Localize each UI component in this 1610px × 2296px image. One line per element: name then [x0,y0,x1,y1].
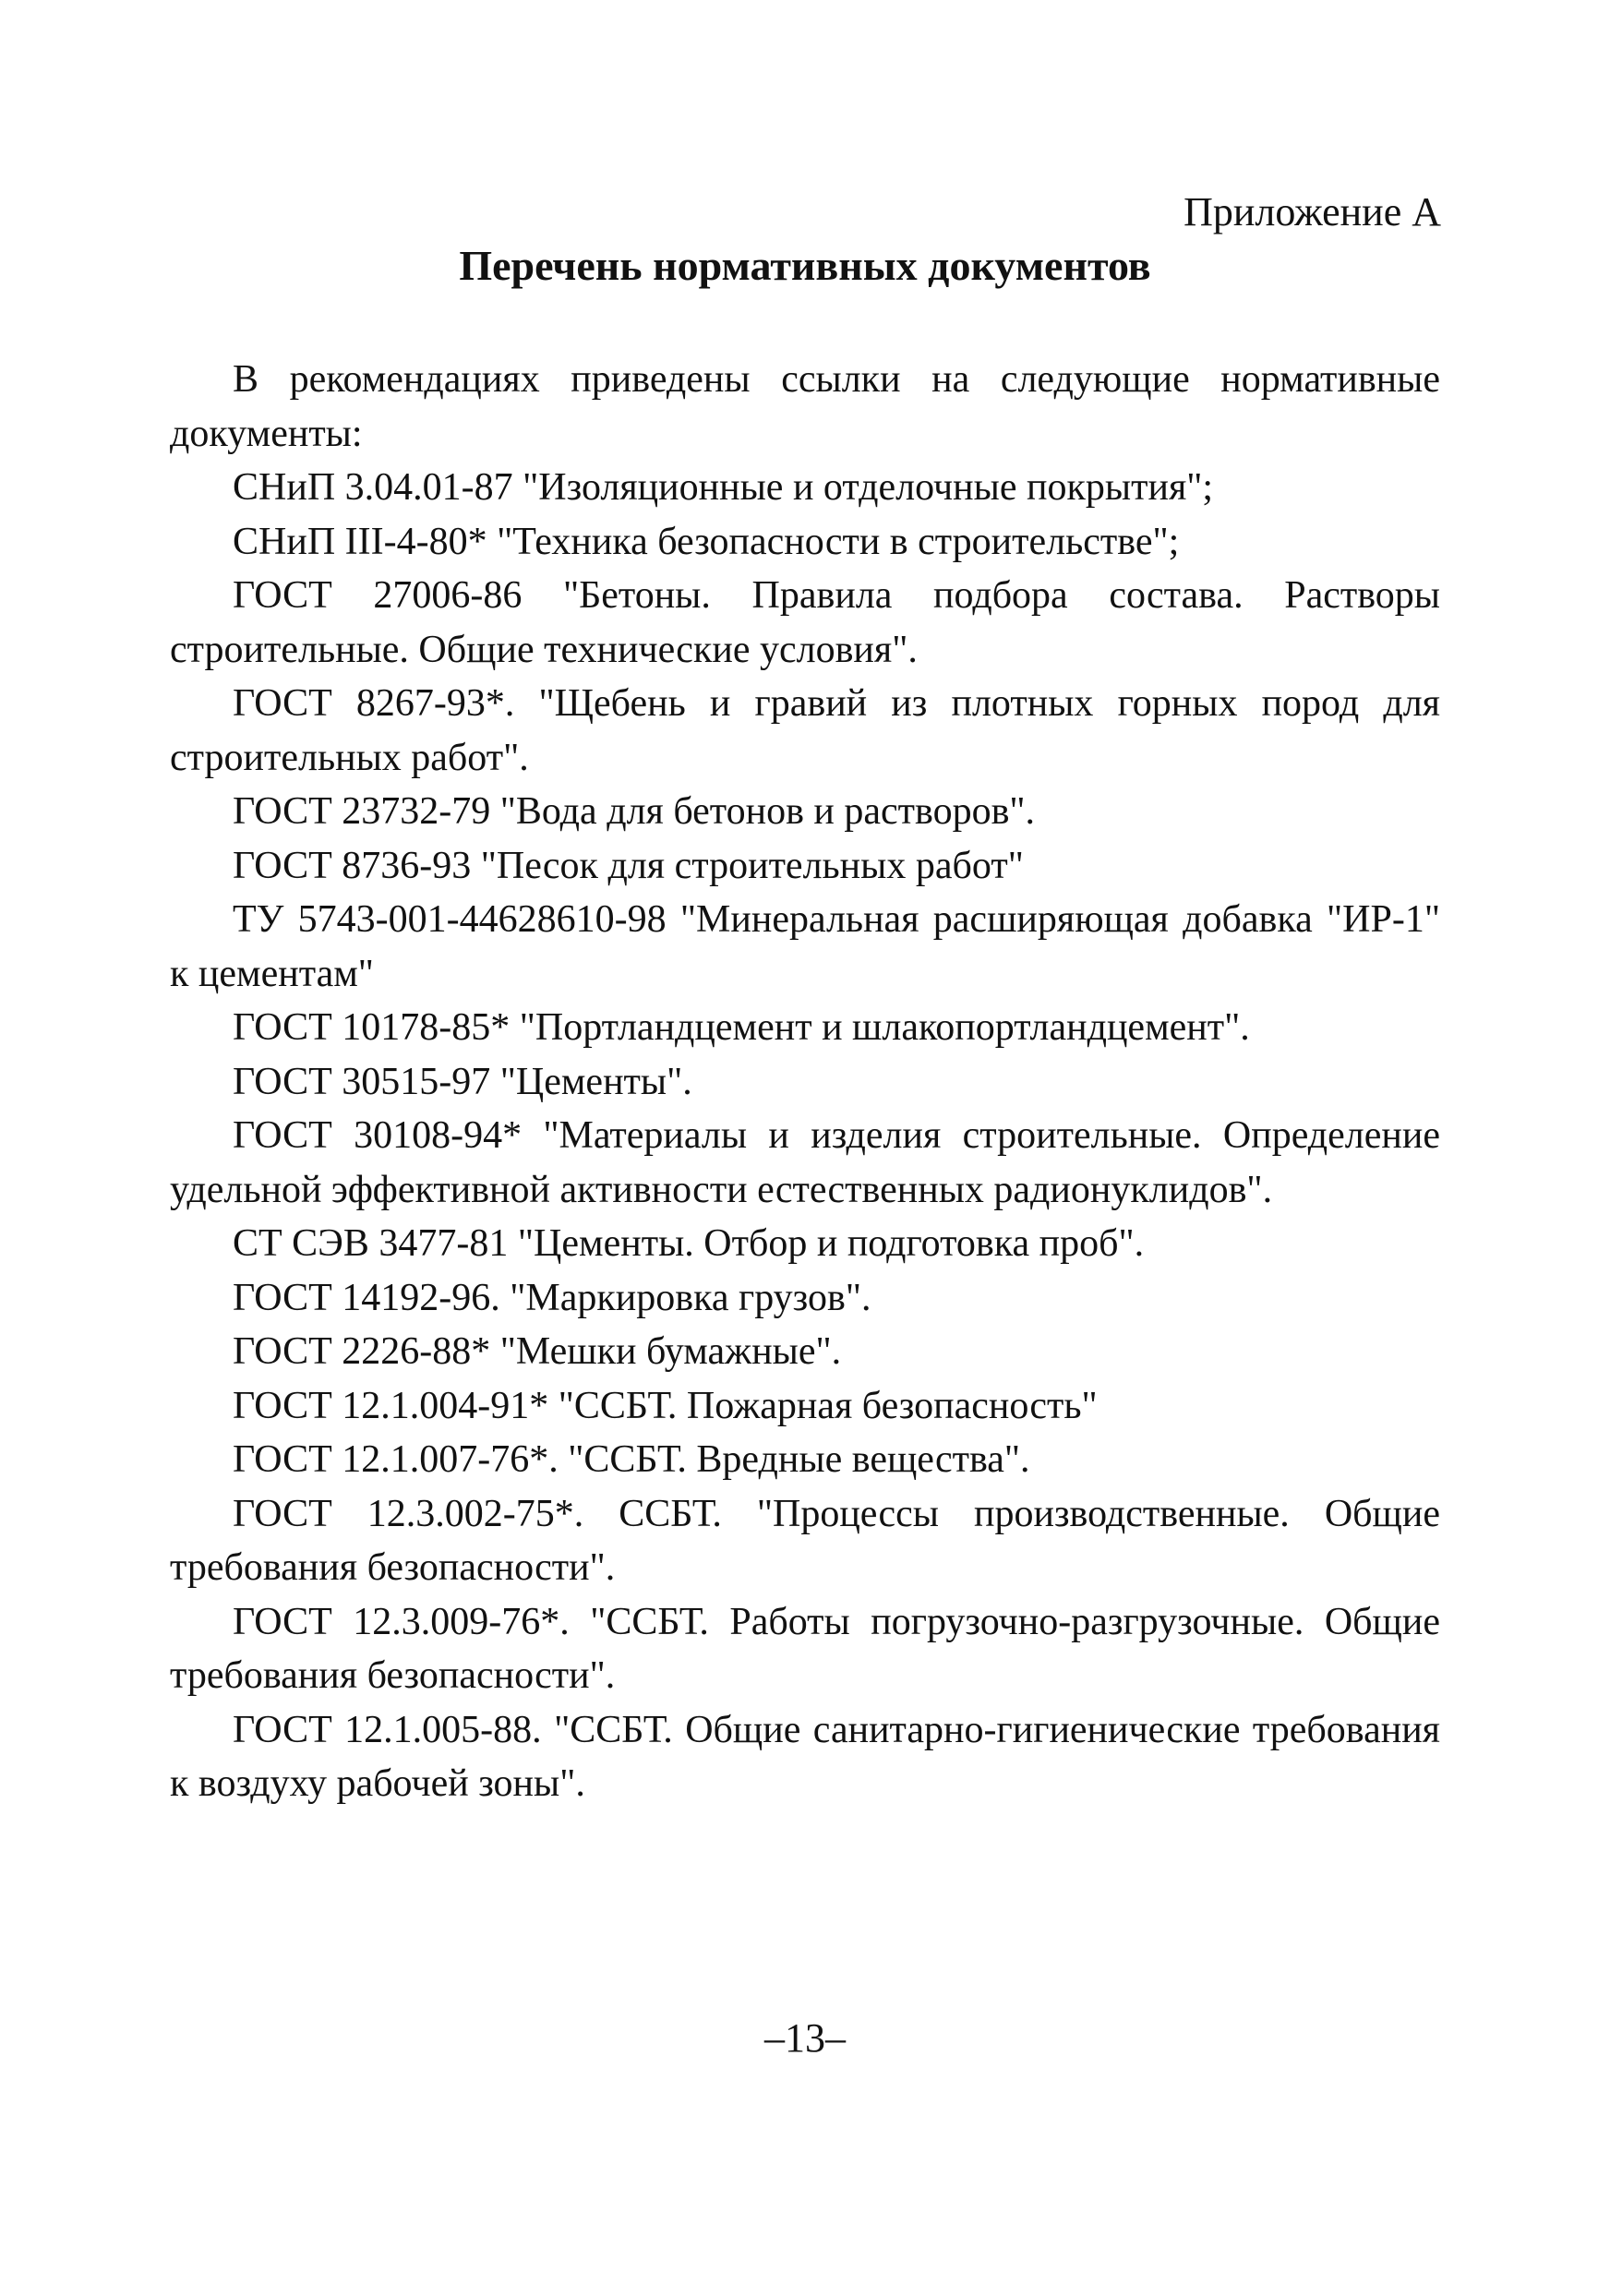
intro-paragraph: В рекомендациях приведены ссылки на следующие нормативные документы: [170,358,1440,455]
document-reference: ГОСТ 12.1.005-88. "ССБТ. Общие санитарно-гигиенические требования к воздуху рабочей зоны". [170,1708,1440,1805]
page-title: Перечень нормативных документов [459,242,1151,289]
document-reference: ГОСТ 2226-88* "Мешки бумажные". [233,1330,842,1373]
document-reference: ГОСТ 12.3.009-76*. "ССБТ. Работы погрузочно-разгрузочные. Общие требования безопасности". [170,1600,1440,1697]
document-reference: ГОСТ 10178-85* "Портландцемент и шлакопортландцемент". [233,1006,1250,1049]
document-reference: ГОСТ 23732-79 "Вода для бетонов и растворов". [233,790,1036,833]
document-reference: ГОСТ 14192-96. "Маркировка грузов". [233,1276,871,1319]
document-reference: ТУ 5743-001-44628610-98 "Минеральная расширяющая добавка "ИР-1" к цементам" [170,898,1440,995]
page-number: –13– [764,2015,846,2061]
document-reference: ГОСТ 30108-94* "Материалы и изделия строительные. Определение удельной эффективной активности естественных радионуклидов". [170,1114,1440,1211]
document-reference: ГОСТ 12.1.007-76*. "ССБТ. Вредные вещества". [233,1438,1030,1481]
document-reference: ГОСТ 8736-93 "Песок для строительных работ" [233,844,1024,887]
document-reference: ГОСТ 30515-97 "Цементы". [233,1060,692,1103]
document-reference: ГОСТ 8267-93*. "Щебень и гравий из плотных горных пород для строительных работ". [170,682,1440,779]
document-reference: СНиП 3.04.01-87 "Изоляционные и отделочные покрытия"; [233,466,1214,509]
document-reference: СТ СЭВ 3477-81 "Цементы. Отбор и подготовка проб". [233,1222,1145,1265]
document-reference: ГОСТ 27006-86 "Бетоны. Правила подбора состава. Растворы строительные. Общие технические условия". [170,574,1440,671]
document-reference: ГОСТ 12.3.002-75*. ССБТ. "Процессы производственные. Общие требования безопасности". [170,1492,1440,1589]
appendix-label: Приложение А [1183,189,1441,234]
document-reference: СНиП III-4-80* "Техника безопасности в строительстве"; [233,520,1180,563]
document-body [170,353,1440,1811]
document-reference: ГОСТ 12.1.004-91* "ССБТ. Пожарная безопасность" [233,1384,1098,1427]
